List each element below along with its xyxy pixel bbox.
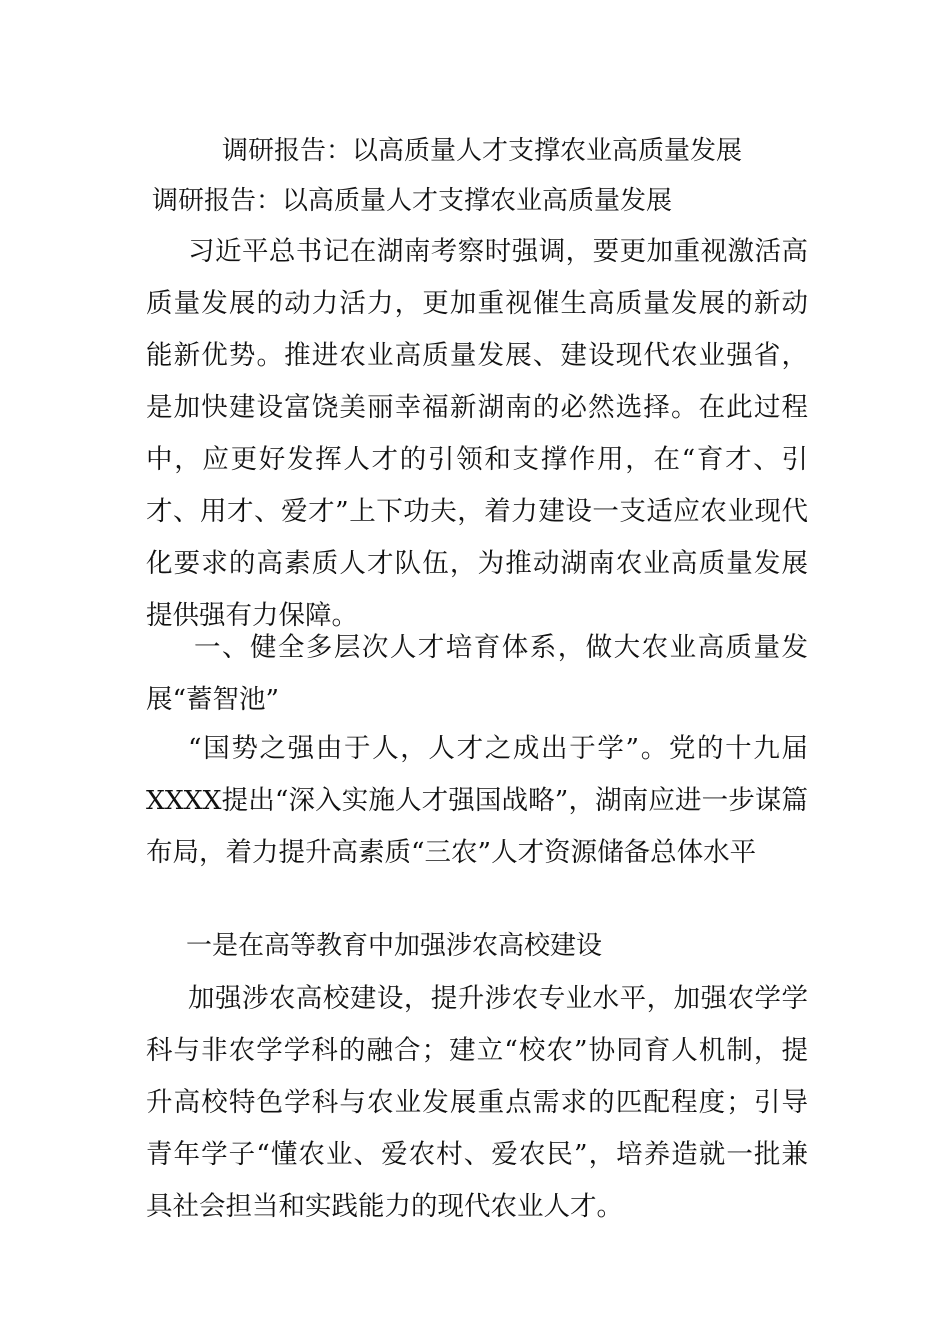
section-one-paragraph: “国势之强由于人，人才之成出于学”。党的十九届XXXX提出“深入实施人才强国战略”，湖南应进一步谋篇布局，着力提升高素质“三农”人才资源储备总体水平 bbox=[146, 733, 808, 868]
subheading-one-paragraph: 加强涉农高校建设，提升涉农专业水平，加强农学学科与非农学学科的融合；建立“校农”协同育人机制，提升高校特色学科与农业发展重点需求的匹配程度；引导青年学子“懂农业、爱农村、爱农民”，培养造就一批兼具社会担当和实践能力的现代农业人才。 bbox=[146, 983, 808, 1222]
document-subtitle: 调研报告：以高质量人才支撑农业高质量发展 bbox=[152, 186, 673, 216]
document-title: 调研报告：以高质量人才支撑农业高质量发展 bbox=[222, 136, 743, 166]
subheading-one: 一是在高等教育中加强涉农高校建设 bbox=[186, 931, 603, 961]
section-one-heading: 一、健全多层次人才培育体系，做大农业高质量发展“蓄智池” bbox=[146, 632, 808, 715]
intro-paragraph: 习近平总书记在湖南考察时强调，要更加重视激活高质量发展的动力活力，更加重视催生高质量发展的新动能新优势。推进农业高质量发展、建设现代农业强省，是加快建设富饶美丽幸福新湖南的必然选择。在此过程中，应更好发挥人才的引领和支撑作用，在“育才、引才、用才、爱才”上下功夫，着力建设一支适应农业现代化要求的高素质人才队伍，为推动湖南农业高质量发展提供强有力保障。 bbox=[146, 236, 808, 631]
